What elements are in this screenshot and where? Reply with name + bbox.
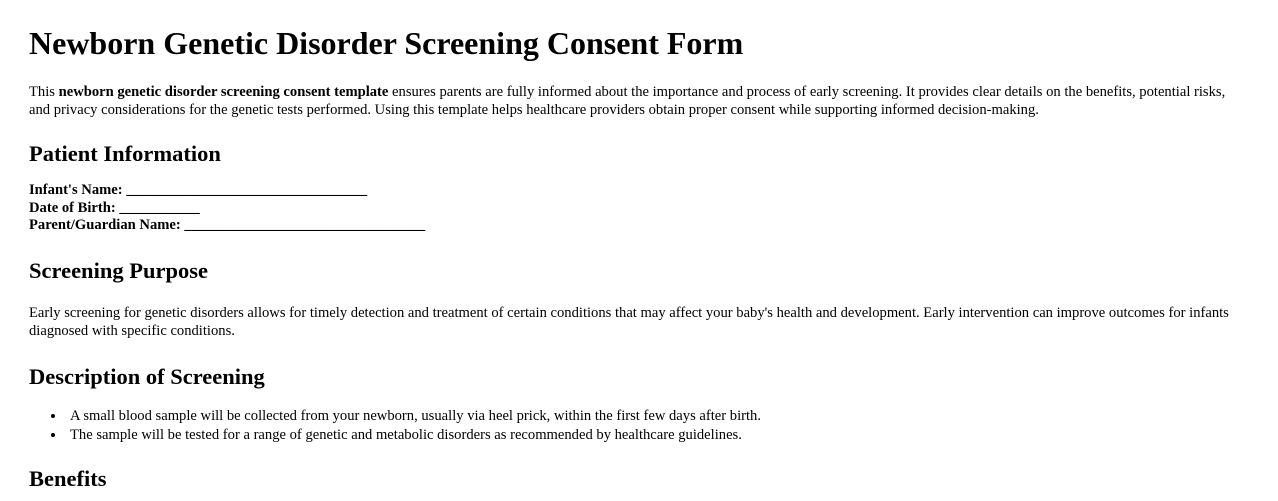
field-rule-parent-guardian-name[interactable]: _________________________________ xyxy=(184,217,426,234)
field-rule-infant-name[interactable]: _________________________________ xyxy=(126,182,368,199)
field-row-parent-guardian-name xyxy=(29,217,1242,235)
field-rule-date-of-birth[interactable]: ___________ xyxy=(119,199,200,216)
page-title: Newborn Genetic Disorder Screening Consent Form xyxy=(29,25,744,61)
field-label-date-of-birth: Date of Birth: xyxy=(29,199,116,216)
section-heading-description-of-screening: Description of Screening xyxy=(29,363,265,389)
intro-emphasis: newborn genetic disorder screening consent template xyxy=(58,83,389,100)
intro-rest: ensures parents are fully informed about the importance and process of early screening. It provides clear details on the benefits, potential risks, and privacy considerations for the genetic tests performed. Using this template helps healthcare providers obtain proper consent while supporting informed decision-making. xyxy=(29,83,1226,119)
section-heading-patient-information: Patient Information xyxy=(29,140,221,166)
list-item: • The sample will be tested for a range of genetic and metabolic disorders as recommended by healthcare guidelines. xyxy=(66,426,1242,445)
section-heading-benefits: Benefits xyxy=(29,466,107,492)
intro-lead: This xyxy=(29,83,59,100)
field-label-parent-guardian-name: Parent/Guardian Name: xyxy=(29,217,181,234)
patient-information-fields xyxy=(29,166,1242,235)
list-item: • A small blood sample will be collected from your newborn, usually via heel prick, within the first few days after birth. xyxy=(66,407,1242,426)
field-row-date-of-birth xyxy=(29,200,1242,218)
intro-paragraph xyxy=(29,61,1242,120)
section-heading-screening-purpose: Screening Purpose xyxy=(29,257,208,283)
description-of-screening-list xyxy=(29,389,1242,444)
field-label-infant-name: Infant's Name: xyxy=(29,182,123,199)
field-row-infant-name xyxy=(29,182,1242,200)
screening-purpose-body: Early screening for genetic disorders allows for timely detection and treatment of certain conditions that may affect your baby's health and development. Early intervention can improve outcomes for infants diagnosed with specific conditions. xyxy=(29,304,1229,340)
